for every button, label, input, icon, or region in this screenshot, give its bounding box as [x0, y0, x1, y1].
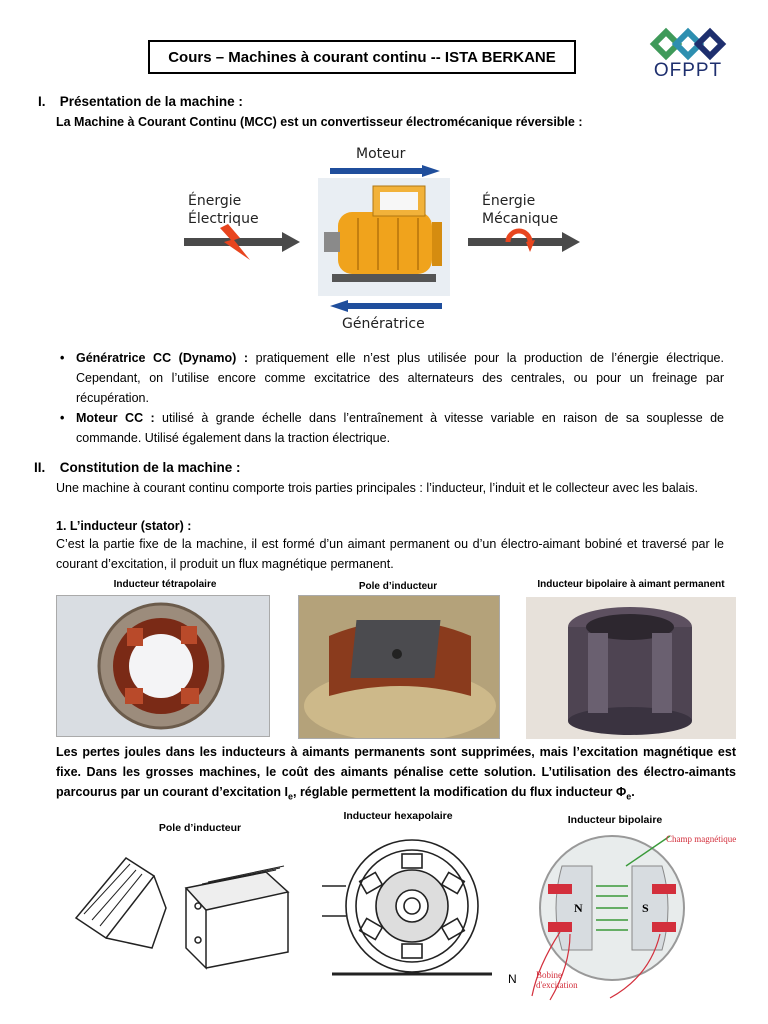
section-2-heading [34, 460, 241, 475]
champ-magnetique-label: Champ magnétique [666, 834, 737, 844]
drawing-inducteur-bipolaire [530, 826, 768, 1002]
inducteur-description: C’est la partie fixe de la machine, il est formé d’un aimant permanent ou d’un électro-aimant bobiné et traversé par le courant d’excitation, il produit un flux magnétique permanent. [56, 537, 724, 571]
bullet-icon: • [60, 351, 65, 365]
document-title: Cours – Machines à courant continu -- ISTA BERKANE [148, 40, 576, 74]
inducteur-heading: 1. L’inducteur (stator) : [56, 519, 192, 533]
photo-inducteur-tetrapolaire [56, 595, 270, 737]
photo-caption-3: Inducteur bipolaire à aimant permanent [537, 579, 725, 590]
aimants-paragraph: Les pertes joules dans les inducteurs à aimants permanents sont supprimées, mais l’excitation magnétique est fixe. Dans les grosses machines, le coût des aimants pénalise cette solution. L’utilisation des électro-aimants parcourus par un courant d’excitation $I_e$, réglable permettent la modification du flux inducteur $\Phi_e$. [56, 745, 736, 802]
bobine-label-line1: Bobine [536, 970, 562, 980]
section-2-title: Constitution de la machine : [59, 460, 241, 475]
machine-uses-list [60, 348, 724, 448]
photo-caption-1: Inducteur tétrapolaire [113, 579, 217, 590]
rotation-icon [502, 224, 536, 260]
lightning-icon [218, 224, 254, 262]
dc-machine-photo [318, 178, 450, 296]
drawing-caption-2: Inducteur hexapolaire [343, 810, 453, 822]
generatrice-arrow [330, 300, 442, 312]
generatrice-label: Génératrice [342, 316, 425, 332]
section-1-number: I. [38, 94, 46, 109]
stray-mark: N [508, 972, 517, 986]
photo-caption-2: Pole d’inducteur [358, 581, 438, 592]
drawing-inducteur-hexapolaire [322, 826, 502, 982]
drawing-caption-1: Pole d’inducteur [158, 822, 242, 834]
logo-text: OFPPT [653, 60, 723, 81]
section-2-number: II. [34, 460, 46, 475]
photo-pole-inducteur [298, 595, 500, 739]
list-item: • Moteur CC : utilisé à grande échelle dans l’entraînement à vitesse variable en raison de sa souplesse de commande. Utilisé également dans la traction électrique. [60, 408, 724, 448]
section-1-title: Présentation de la machine : [59, 94, 243, 109]
pole-n-label: N [574, 901, 583, 915]
pole-s-label: S [642, 901, 649, 915]
photo-inducteur-aimant-permanent [526, 597, 736, 739]
bullet-icon: • [60, 411, 65, 425]
section-1-heading [38, 94, 243, 109]
energie-mecanique-label: Énergie Mécanique [482, 193, 559, 227]
drawing-caption-3: Inducteur bipolaire [567, 814, 663, 826]
bobine-label-line2: d'excitation [536, 980, 578, 990]
section-2-intro: Une machine à courant continu comporte trois parties principales : l’inducteur, l’induit et le collecteur avec les balais. [56, 481, 698, 495]
section-1-intro: La Machine à Courant Continu (MCC) est un convertisseur électromécanique réversible : [56, 115, 583, 129]
dc-machine-illustration [318, 178, 450, 296]
energie-electrique-label: Énergie Électrique [188, 193, 259, 227]
list-item: • Génératrice CC (Dynamo) : pratiquement elle n’est plus utilisée pour la production de l’énergie électrique. Cependant, on l’utilise encore comme excitatrice des alternateurs des centrales, ou pour un freinage par récupération. [60, 348, 724, 408]
moteur-arrow [330, 165, 440, 177]
drawing-pole-inducteur [66, 848, 306, 970]
energy-conversion-diagram [180, 140, 600, 340]
moteur-label: Moteur [356, 146, 406, 162]
logo-mark [648, 24, 728, 64]
ofppt-logo [648, 24, 728, 84]
